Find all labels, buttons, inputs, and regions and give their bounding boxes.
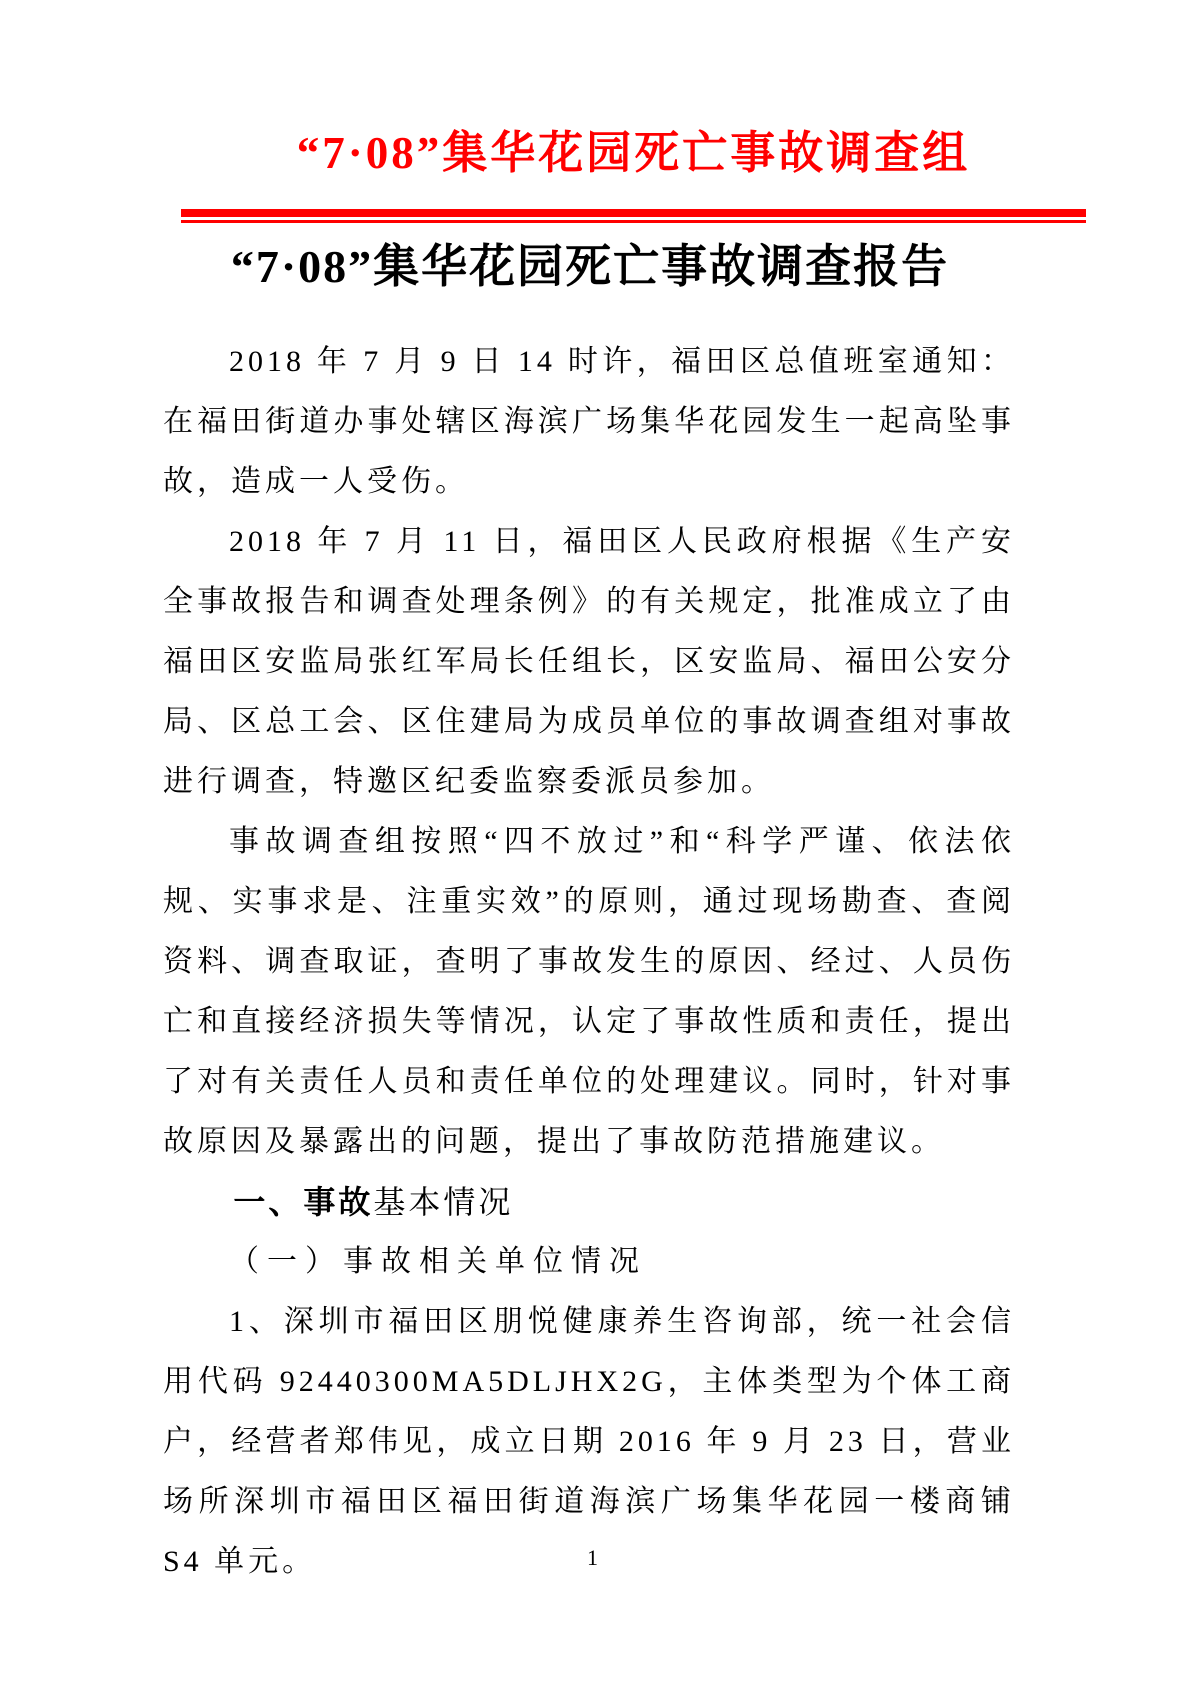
section-heading-text: 基本情况 bbox=[373, 1184, 514, 1220]
paragraph-investigation-principles: 事故调查组按照“四不放过”和“科学严谨、依法依规、实事求是、注重实效”的原则，通过现场勘查、查阅资料、调查取证，查明了事故发生的原因、经过、人员伤亡和直接经济损失等情况，认定了事故性质和责任，提出了对有关责任人员和责任单位的处理建议。同时，针对事故原因及暴露出的问题，提出了事故防范措施建议。 bbox=[163, 825, 1015, 1158]
red-rule-thin-line bbox=[181, 220, 1086, 223]
section-heading-number: 一、事故 bbox=[233, 1184, 374, 1220]
red-rule-thick-line bbox=[181, 209, 1086, 217]
report-header-title: “7·08”集华花园死亡事故调查组 bbox=[296, 128, 971, 178]
subsection-heading-related-units: （一）事故相关单位情况 bbox=[229, 1245, 647, 1278]
section-heading-basic-situation bbox=[163, 1172, 1015, 1232]
paragraph-unit-details: 1、深圳市福田区朋悦健康养生咨询部，统一社会信用代码 92440300MA5DLJHX2G，主体类型为个体工商户，经营者郑伟见，成立日期 2016 年 9 月 23 日，营业场所深圳市福田区福田街道海滨广场集华花园一楼商铺 S4 单元。 bbox=[163, 1305, 1015, 1578]
page-number: 1 bbox=[587, 1545, 598, 1570]
paragraph-investigation-team-setup: 2018 年 7 月 11 日，福田区人民政府根据《生产安全事故报告和调查处理条例》的有关规定，批准成立了由福田区安监局张红军局长任组长，区安监局、福田公安分局、区总工会、区住建局为成员单位的事故调查组对事故进行调查，特邀区纪委监察委派员参加。 bbox=[163, 525, 1015, 798]
paragraph-incident-notice: 2018 年 7 月 9 日 14 时许，福田区总值班室通知：在福田街道办事处辖区海滨广场集华花园发生一起高坠事故，造成一人受伤。 bbox=[163, 345, 1015, 498]
document-body bbox=[163, 332, 1015, 1592]
document-title: “7·08”集华花园死亡事故调查报告 bbox=[230, 241, 950, 292]
red-double-rule bbox=[181, 209, 1086, 223]
